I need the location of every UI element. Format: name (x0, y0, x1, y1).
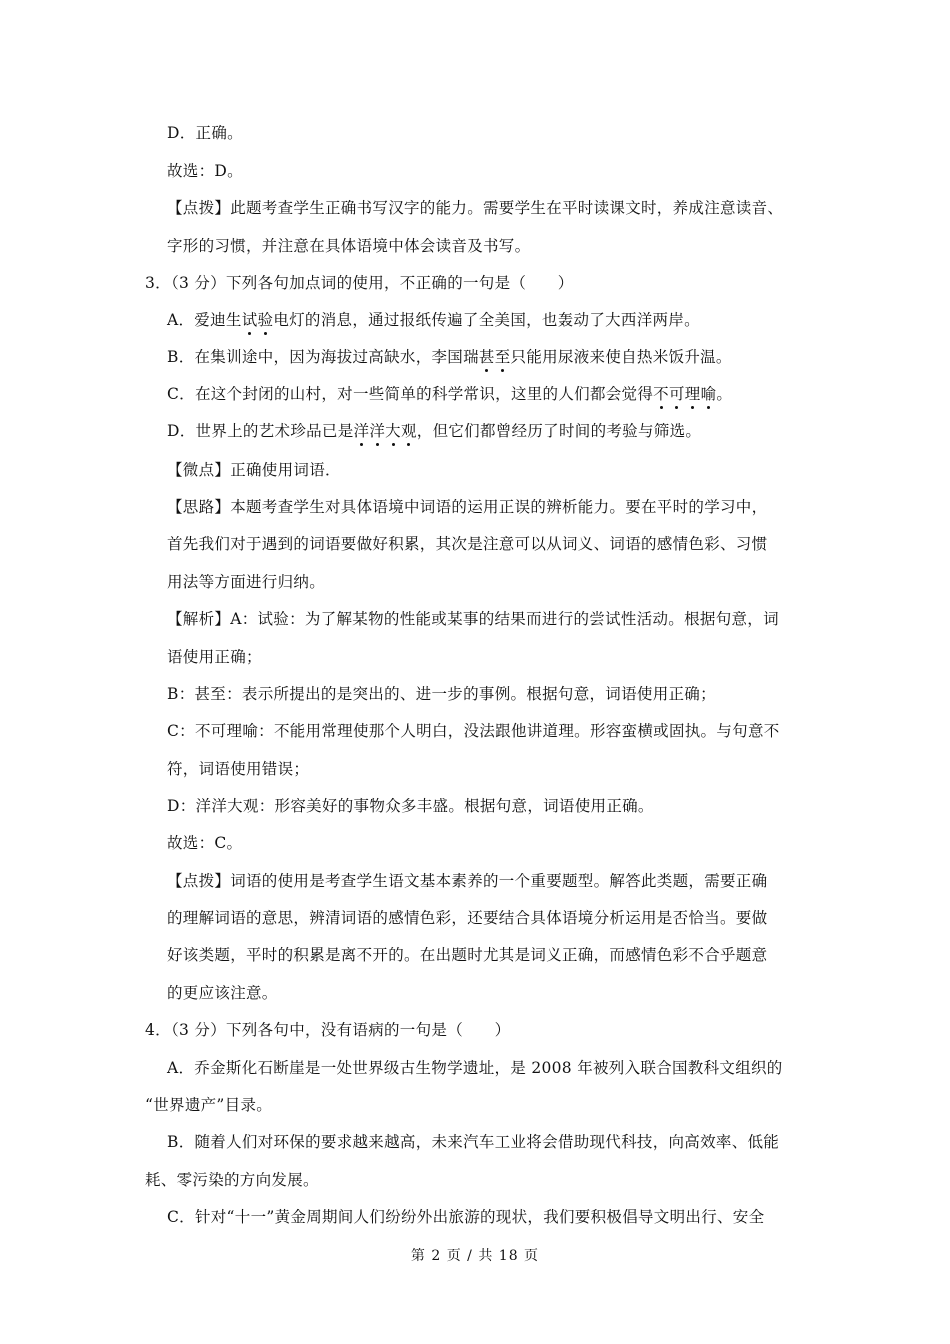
answer-choice: 故选：C。 (167, 834, 243, 852)
question-3-stem: 3．（3 分）下列各句加点词的使用，不正确的一句是（ ） (145, 274, 574, 292)
option-3a: A．爱迪生试验电灯的消息，通过报纸传遍了全美国，也轰动了大西洋两岸。 (167, 311, 700, 329)
option-4b: B．随着人们对环保的要求越来越高，未来汽车工业将会借助现代科技，向高效率、低能 (167, 1133, 780, 1151)
answer-d-correct: D．正确。 (167, 124, 243, 142)
analysis-line: 语使用正确； (167, 648, 262, 666)
tip-line: 字形的习惯，并注意在具体语境中体会读音及书写。 (167, 237, 531, 255)
tip-line: 【点拨】此题考查学生正确书写汉字的能力。需要学生在平时读课文时，养成注意读音、 (167, 199, 784, 217)
dotted-word: 甚至 (478, 348, 511, 366)
knowledge-point: 【微点】正确使用词语． (167, 461, 341, 479)
analysis-line: 【解析】A：试验：为了解某物的性能或某事的结果而进行的尝试性活动。根据句意，词 (167, 610, 779, 628)
option-4a-cont: “世界遗产”目录。 (145, 1096, 273, 1114)
analysis-line: D：洋洋大观：形容美好的事物众多丰盛。根据句意，词语使用正确。 (167, 797, 654, 815)
tip-line: 的理解词语的意思，辨清词语的感情色彩，还要结合具体语境分析运用是否恰当。要做 (167, 909, 768, 927)
approach-line: 【思路】本题考查学生对具体语境中词语的运用正误的辨析能力。要在平时的学习中， (167, 498, 768, 516)
option-3b: B．在集训途中，因为海拔过高缺水，李国瑞甚至只能用尿液来使自热米饭升温。 (167, 348, 732, 366)
dotted-word: 洋洋大观 (353, 422, 417, 440)
dotted-word: 试验 (241, 311, 274, 329)
analysis-line: B：甚至：表示所提出的是突出的、进一步的事例。根据句意，词语使用正确； (167, 685, 716, 703)
tip-line: 【点拨】词语的使用是考查学生语文基本素养的一个重要题型。解答此类题，需要正确 (167, 872, 768, 890)
analysis-line: 符，词语使用错误； (167, 760, 310, 778)
analysis-line: C：不可理喻：不能用常理使那个人明白，没法跟他讲道理。形容蛮横或固执。与句意不 (167, 722, 780, 740)
question-4-stem: 4．（3 分）下列各句中，没有语病的一句是（ ） (145, 1021, 511, 1039)
option-4b-cont: 耗、零污染的方向发展。 (145, 1171, 319, 1189)
option-3c: C．在这个封闭的山村，对一些简单的科学常识，这里的人们都会觉得不可理喻。 (167, 385, 733, 403)
page-footer: 第 2 页 / 共 18 页 (410, 1248, 540, 1264)
option-4a: A．乔金斯化石断崖是一处世界级古生物学遗址，是 2008 年被列入联合国教科文组织的 (167, 1059, 783, 1077)
approach-line: 首先我们对于遇到的词语要做好积累，其次是注意可以从词义、词语的感情色彩、习惯 (167, 535, 768, 553)
approach-line: 用法等方面进行归纳。 (167, 573, 326, 591)
option-3d: D．世界上的艺术珍品已是洋洋大观，但它们都曾经历了时间的考验与筛选。 (167, 422, 702, 440)
tip-line: 好该类题，平时的积累是离不开的。在出题时尤其是词义正确，而感情色彩不合乎题意 (167, 946, 768, 964)
dotted-word: 不可理喻 (653, 385, 717, 403)
option-4c: C．针对“十一”黄金周期间人们纷纷外出旅游的现状，我们要积极倡导文明出行、安全 (167, 1208, 765, 1226)
tip-line: 的更应该注意。 (167, 984, 278, 1002)
answer-choice: 故选：D。 (167, 162, 243, 180)
